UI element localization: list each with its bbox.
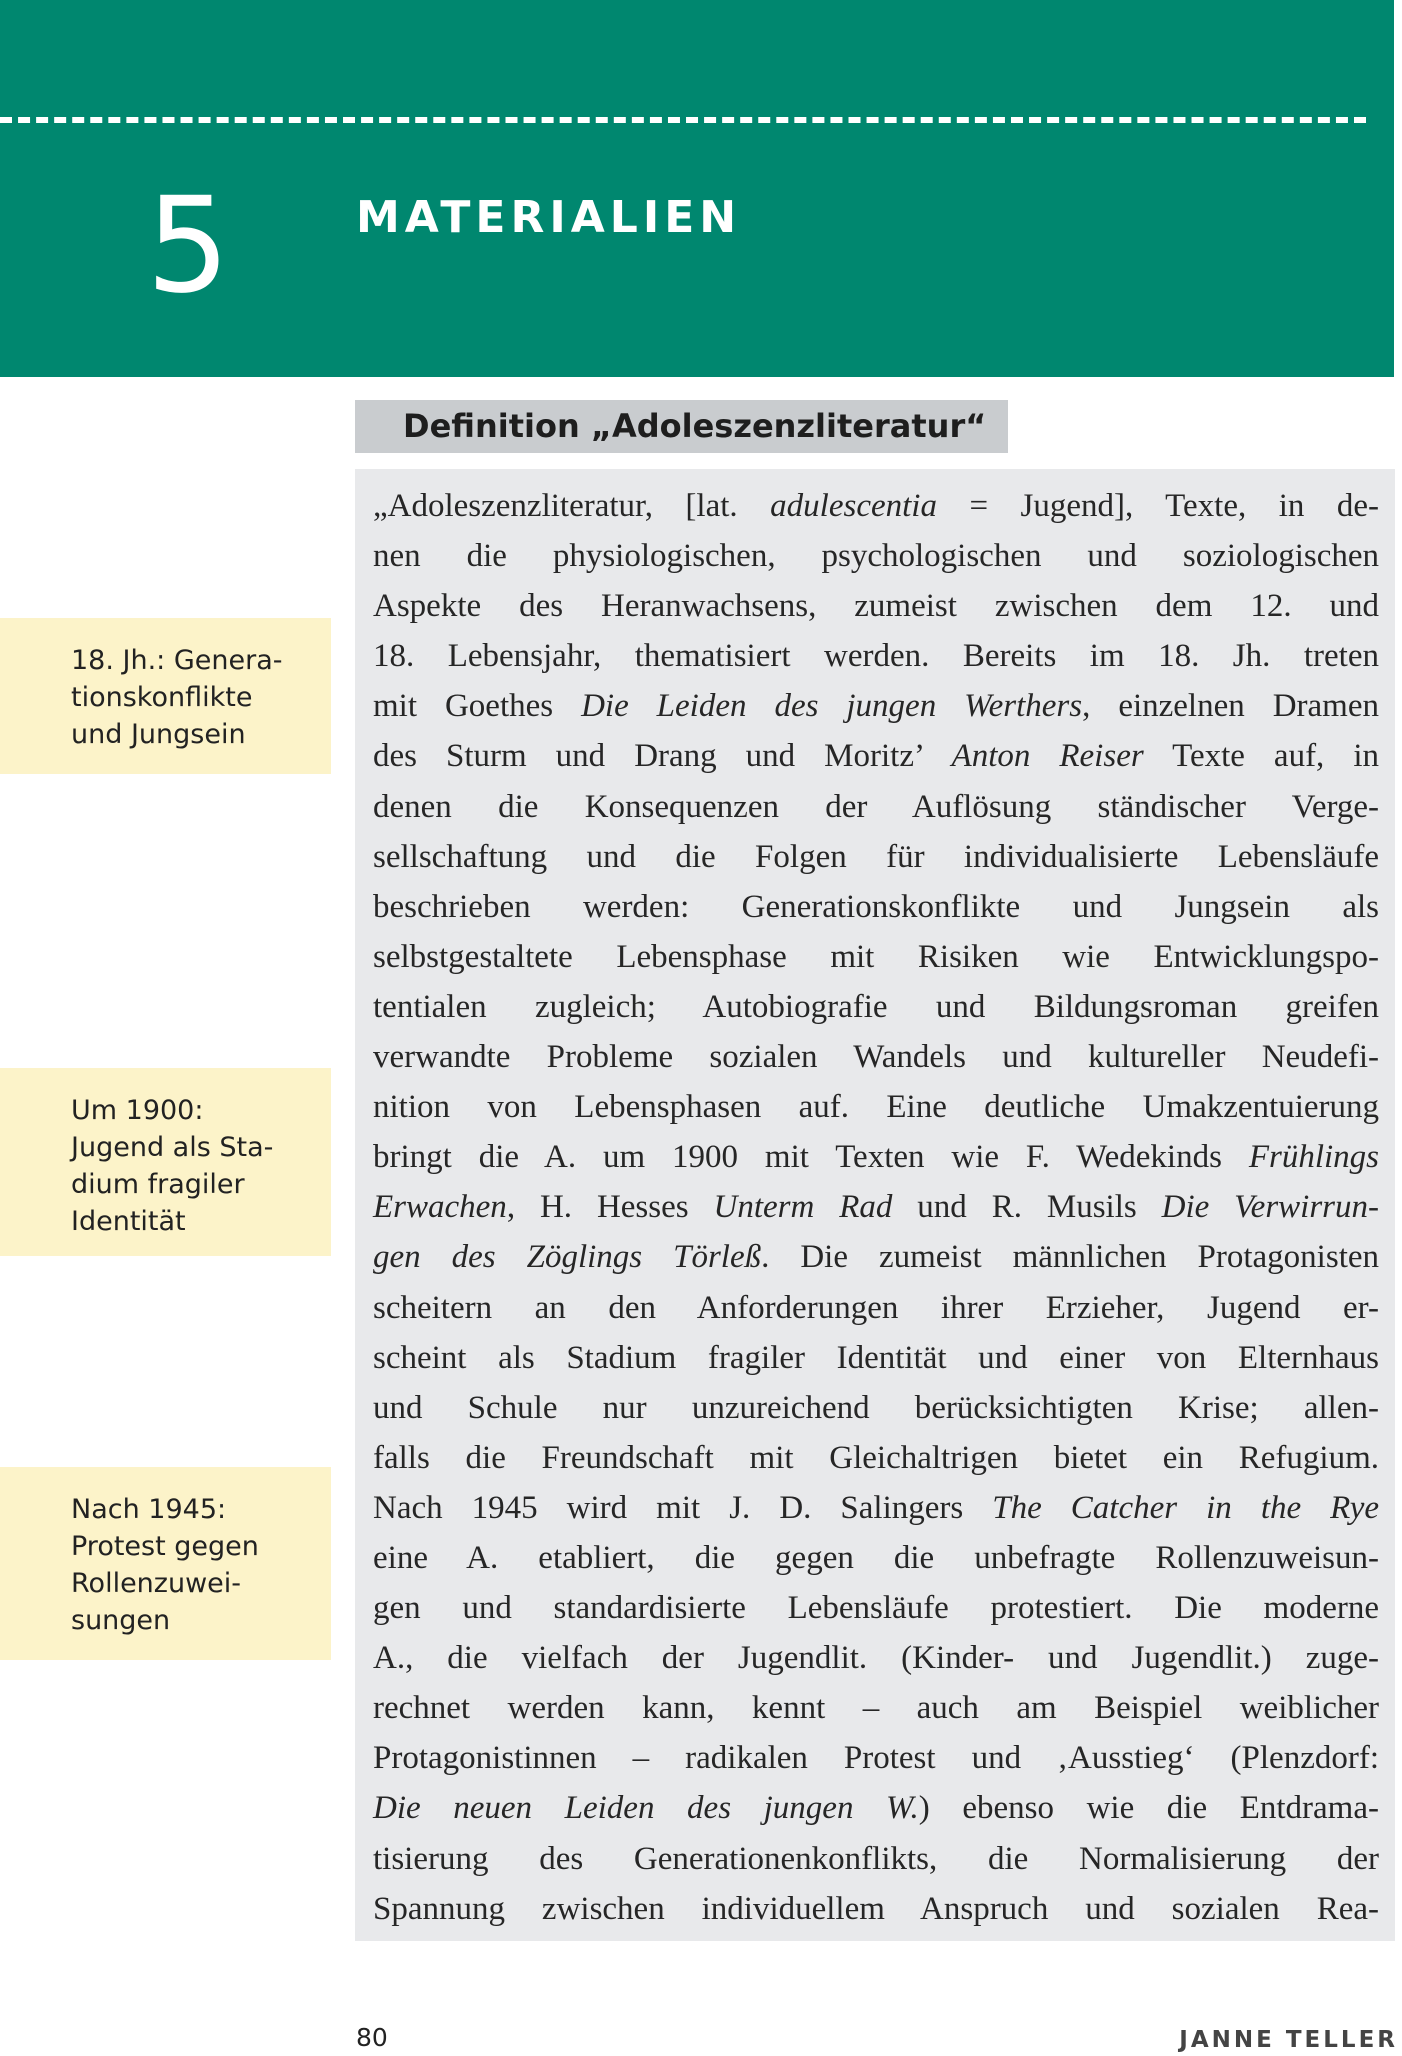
definition-line: tisierung des Generationenkonflikts, die Normalisierung der <box>373 1840 1379 1877</box>
italic-title: Die Verwirrun- <box>1161 1189 1380 1226</box>
margin-note-text: Um 1900: Jugend als Sta- dium fragiler Identität <box>71 1095 274 1237</box>
definition-line: denen die Konsequenzen der Auflösung ständischer Verge- <box>373 788 1379 825</box>
italic-title: Erwachen <box>373 1189 507 1226</box>
definition-title-box <box>355 400 1008 453</box>
definition-line: verwandte Probleme sozialen Wandels und kultureller Neudefi- <box>373 1039 1379 1076</box>
margin-note-text: Nach 1945: Protest gegen Rollenzuwei- sungen <box>71 1494 259 1636</box>
chapter-header-band <box>0 0 1394 377</box>
italic-title: Frühlings <box>1248 1139 1379 1176</box>
definition-line: gen des Zöglings Törleß. Die zumeist männlichen Protagonisten <box>373 1239 1380 1276</box>
italic-title: adulescentia <box>770 488 937 524</box>
definition-line: Aspekte des Heranwachsens, zumeist zwischen dem 12. und <box>373 588 1379 625</box>
margin-note-text: 18. Jh.: Genera- tionskonflikte und Jungsein <box>71 645 283 750</box>
definition-line: Nach 1945 wird mit J. D. Salingers The Catcher in the Rye <box>373 1489 1380 1526</box>
definition-line: Erwachen, H. Hesses Unterm Rad und R. Musils Die Verwirrun- <box>373 1189 1380 1226</box>
header-dashed-rule <box>0 117 1366 123</box>
italic-title: Unterm Rad <box>713 1189 893 1226</box>
definition-line: und Schule nur unzureichend berücksichtigten Krise; allen- <box>373 1389 1379 1426</box>
definition-line: „Adoleszenzliteratur, [lat. adulescentia = Jugend], Texte, in de- <box>373 488 1379 524</box>
definition-line: falls die Freundschaft mit Gleichaltrigen bietet ein Refugium. <box>373 1439 1379 1476</box>
definition-line: A., die vielfach der Jugendlit. (Kinder- und Jugendlit.) zuge- <box>373 1640 1379 1677</box>
definition-line: sellschaftung und die Folgen für individualisierte Lebensläufe <box>373 838 1379 875</box>
margin-note-nach-1945 <box>0 1467 331 1660</box>
definition-line: scheitern an den Anforderungen ihrer Erzieher, Jugend er- <box>373 1289 1379 1326</box>
definition-line: bringt die A. um 1900 mit Texten wie F. Wedekinds Frühlings <box>373 1139 1379 1176</box>
chapter-number: 5 <box>146 169 230 323</box>
definition-title: Definition „Adoleszenzliteratur“ <box>403 407 987 445</box>
italic-title: The Catcher in the Rye <box>992 1489 1380 1526</box>
definition-text <box>373 481 1379 1934</box>
page-number: 80 <box>356 2023 388 2052</box>
definition-line: Die neuen Leiden des jungen W.) ebenso wie die Entdrama- <box>373 1790 1379 1827</box>
italic-title: Anton Reiser <box>951 738 1144 775</box>
definition-line: gen und standardisierte Lebensläufe protestiert. Die moderne <box>373 1590 1379 1627</box>
margin-note-um-1900 <box>0 1068 331 1256</box>
italic-title: Die Leiden des jungen Werthers <box>581 688 1083 725</box>
definition-line: des Sturm und Drang und Moritz’ Anton Reiser Texte auf, in <box>373 738 1379 775</box>
definition-line: Spannung zwischen individuellem Anspruch und sozialen Rea- <box>373 1890 1379 1927</box>
definition-line: scheint als Stadium fragiler Identität und einer von Elternhaus <box>373 1339 1379 1376</box>
definition-line: nition von Lebensphasen auf. Eine deutliche Umakzentuierung <box>373 1089 1379 1126</box>
definition-line: tentialen zugleich; Autobiografie und Bildungsroman greifen <box>373 988 1379 1025</box>
definition-line: rechnet werden kann, kennt – auch am Beispiel weiblicher <box>373 1690 1379 1727</box>
definition-body-box <box>355 469 1395 1941</box>
italic-title: Die neuen Leiden des jungen W. <box>373 1790 919 1827</box>
definition-line: beschrieben werden: Generationskonflikte und Jungsein als <box>373 888 1379 925</box>
italic-title: gen des Zöglings Törleß <box>373 1239 762 1276</box>
definition-line: eine A. etabliert, die gegen die unbefragte Rollenzuweisun- <box>373 1539 1379 1576</box>
definition-line: selbstgestaltete Lebensphase mit Risiken wie Entwicklungspo- <box>373 938 1379 975</box>
running-footer-author: JANNE TELLER <box>1179 2027 1398 2053</box>
definition-line: 18. Lebensjahr, thematisiert werden. Bereits im 18. Jh. treten <box>373 638 1379 675</box>
chapter-title: MATERIALIEN <box>356 192 742 243</box>
definition-line: mit Goethes Die Leiden des jungen Werthers, einzelnen Dramen <box>373 688 1379 725</box>
definition-line: nen die physiologischen, psychologischen und soziologischen <box>373 538 1379 575</box>
definition-line: Protagonistinnen – radikalen Protest und ‚Ausstieg‘ (Plenzdorf: <box>373 1740 1379 1777</box>
margin-note-18-jh <box>0 618 331 774</box>
